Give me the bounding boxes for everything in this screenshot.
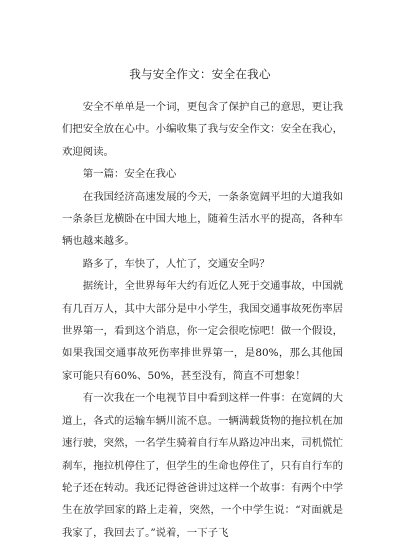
- document-title: 我与安全作文：安全在我心: [129, 67, 271, 81]
- document-body: [62, 96, 343, 544]
- body-paragraph: 据统计，全世界每年大约有近亿人死于交通事故，中国就有几百万人，其中大部分是中小学生，我国交通事故死伤率居世界第一，看到这个消息，你一定会很吃惊吧！做一个假设，如果我国交通事故死伤率排世界第一，是80%，那么其他国家可能只有60%、50%，甚至没有，简直不可想象！: [62, 280, 343, 382]
- section-heading: 第一篇：安全在我心: [82, 168, 177, 181]
- body-paragraph: 有一次我在一个电视节目中看到这样一件事：在宽阔的大道上，各式的运输车辆川流不息。一辆满载货物的拖拉机在加速行驶，突然，一名学生骑着自行车从路边冲出来，司机慌忙刹车，拖拉机停住了，但学生的生命也停住了，只有自行车的轮子还在转动。我还记得爸爸讲过这样一个故事：有两个中学生在放学回家的路上走着，突然，一个中学生说：“对面就是我家了，我回去了。”说着，一下子飞: [62, 392, 343, 539]
- body-paragraph: 路多了，车快了，人忙了，交通安全吗？: [82, 257, 270, 270]
- intro-paragraph: 安全不单单是一个词，更包含了保护自己的意思，更让我们把安全放在心中。小编收集了我与安全作文：安全在我心，欢迎阅读。: [62, 101, 343, 158]
- body-paragraph: 在我国经济高速发展的今天，一条条宽阔平坦的大道我如一条条巨龙横卧在中国大地上，随着生活水平的提高，各种车辆也越来越多。: [62, 190, 343, 248]
